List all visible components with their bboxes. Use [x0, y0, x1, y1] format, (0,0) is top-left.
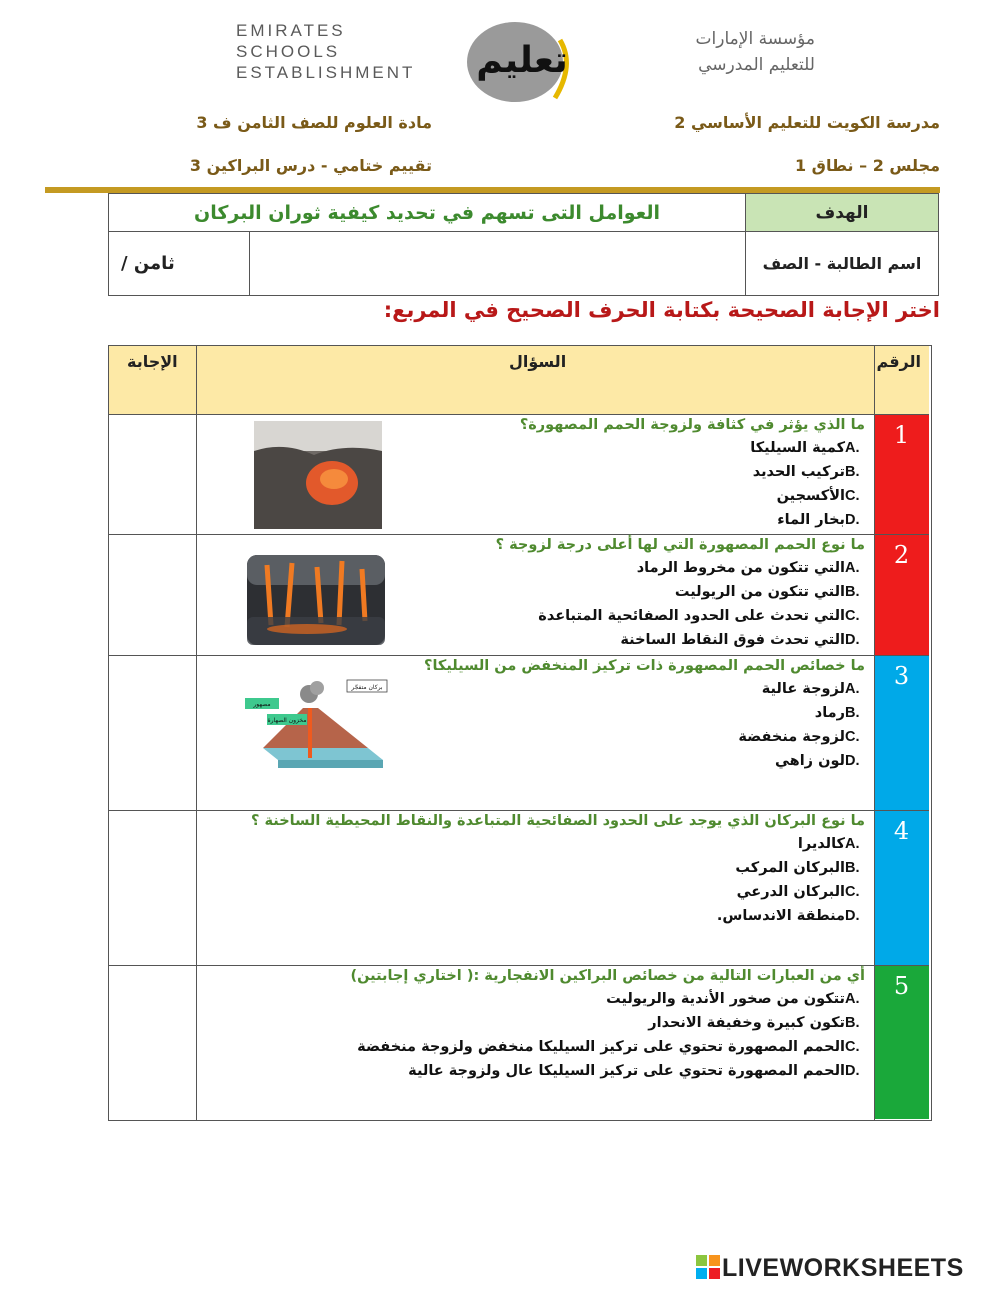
- question-row-3: [109, 656, 929, 811]
- question-number-1: 1: [874, 415, 929, 534]
- org-ar-line2: للتعليم المدرسي: [698, 55, 815, 75]
- student-name-label: اسم الطالبة - الصف: [746, 232, 939, 296]
- answer-column-divider: [196, 346, 197, 1120]
- emirates-schools-logo: [236, 20, 426, 83]
- footer-text: LIVEWORKSHEETS: [722, 1254, 964, 1282]
- volcano-diagram-image: [243, 678, 393, 770]
- diagram-label-left: مصهور: [253, 701, 271, 708]
- grade-label: ثامن /: [109, 232, 250, 296]
- option-5c: [357, 1039, 869, 1055]
- option-2c: [538, 608, 869, 624]
- option-3b: [815, 705, 869, 721]
- option-text: كالديرا: [797, 836, 845, 852]
- answer-box-5[interactable]: [109, 966, 196, 1119]
- question-number-2: 2: [874, 535, 929, 655]
- org-ar-logo: [615, 26, 815, 78]
- option-letter: C.: [845, 1039, 860, 1055]
- taleem-text: تعليم: [476, 40, 568, 81]
- option-1a: [750, 440, 869, 456]
- option-letter: D.: [845, 1063, 860, 1079]
- org-en-line2: ESTABLISHMENT: [236, 63, 416, 82]
- option-letter: B.: [845, 705, 860, 721]
- option-letter: A.: [845, 560, 860, 576]
- option-text: البركان المركب: [735, 860, 845, 876]
- answer-box-3[interactable]: [109, 656, 196, 810]
- school-name: مدرسة الكويت للتعليم الأساسي 2: [674, 113, 940, 132]
- option-letter: C.: [845, 729, 860, 745]
- answer-box-4[interactable]: [109, 811, 196, 965]
- option-letter: A.: [845, 681, 860, 697]
- option-2a: [637, 560, 869, 576]
- option-1c: [777, 488, 869, 504]
- question-text-5: أي من العبارات التالية من خصائص البراكين الانفجارية :( اختاري إجابتين): [350, 968, 865, 984]
- answer-box-1[interactable]: [109, 415, 196, 534]
- diagram-label-top: بركان متفجّر: [351, 684, 383, 691]
- liveworksheets-logo: [696, 1254, 964, 1283]
- answer-box-2[interactable]: [109, 535, 196, 655]
- option-4c: [737, 884, 869, 900]
- option-4b: [735, 860, 869, 876]
- option-text: رماد: [814, 705, 845, 721]
- option-text: الحمم المصهورة تحتوي على تركيز السيليكا منخفض ولزوجة منخفضة: [357, 1039, 845, 1055]
- option-text: لون زاهي: [774, 753, 845, 769]
- header-number: الرقم: [876, 352, 921, 371]
- goal-label: الهدف: [746, 194, 939, 232]
- option-letter: B.: [845, 1015, 860, 1031]
- table-header: [109, 346, 929, 415]
- option-3d: [775, 753, 869, 769]
- diagram-label-mid: مخزون الصهارة: [267, 717, 307, 724]
- option-2d: [620, 632, 869, 648]
- option-letter: B.: [845, 584, 860, 600]
- option-3a: [762, 681, 869, 697]
- question-text-3: ما خصائص الحمم المصهورة ذات تركيز المنخفض من السيليكا؟: [424, 658, 865, 674]
- question-row-5: [109, 966, 929, 1119]
- option-text: الحمم المصهورة تحتوي على تركيز السيليكا عال ولزوجة عالية: [408, 1063, 845, 1079]
- question-row-4: [109, 811, 929, 966]
- option-text: البركان الدرعي: [736, 884, 845, 900]
- option-text: التي تحدث فوق النقاط الساخنة: [620, 632, 845, 648]
- option-2b: [675, 584, 869, 600]
- student-name-input[interactable]: [250, 232, 746, 296]
- option-text: التي تتكون من الريوليت: [674, 584, 845, 600]
- header-answer: الإجابة: [127, 352, 178, 371]
- option-5d: [408, 1063, 869, 1079]
- question-number-5: 5: [874, 966, 929, 1119]
- assessment-title: تقييم ختامي - درس البراكين 3: [189, 156, 432, 175]
- option-text: الأكسجين: [776, 488, 845, 504]
- question-text-2: ما نوع الحمم المصهورة التي لها أعلى درجة لزوجة ؟: [495, 537, 865, 553]
- option-letter: B.: [845, 860, 860, 876]
- option-letter: C.: [845, 608, 860, 624]
- org-en-line1: EMIRATES SCHOOLS: [236, 21, 346, 61]
- question-table: [108, 345, 932, 1121]
- question-text-1: ما الذي يؤثر في كثافة ولزوجة الحمم المصهورة؟: [519, 417, 865, 433]
- lava-sea-image: [247, 555, 385, 645]
- option-letter: D.: [845, 908, 860, 924]
- option-letter: C.: [845, 884, 860, 900]
- option-text: بخار الماء: [777, 512, 845, 528]
- option-5b: [648, 1015, 869, 1031]
- option-letter: C.: [845, 488, 860, 504]
- question-number-4: 4: [874, 811, 929, 965]
- header-question: السؤال: [509, 352, 567, 371]
- option-letter: A.: [845, 991, 860, 1007]
- instruction-text: اختر الإجابة الصحيحة بكتابة الحرف الصحيح في المربع:: [383, 298, 940, 322]
- option-1d: [777, 512, 869, 528]
- council-label: مجلس 2 – نطاق 1: [794, 156, 940, 175]
- option-letter: D.: [845, 512, 860, 528]
- option-text: لزوجة منخفضة: [738, 729, 845, 745]
- goal-text: العوامل التى تسهم في تحديد كيفية ثوران البركان: [109, 194, 746, 232]
- option-4a: [798, 836, 869, 852]
- option-text: تتكون من صخور الأندية والريوليت: [606, 991, 845, 1007]
- question-text-4: ما نوع البركان الذي يوجد على الحدود الصفائحية المتباعدة والنقاط المحيطية الساخنة ؟: [251, 813, 865, 829]
- option-text: تكون كبيرة وخفيفة الانحدار: [648, 1015, 845, 1031]
- question-row-2: [109, 535, 929, 656]
- option-text: منطقة الاندساس.: [716, 908, 845, 924]
- subject-title: مادة العلوم للصف الثامن ف 3: [196, 113, 432, 132]
- option-letter: D.: [845, 632, 860, 648]
- number-column-divider: [874, 346, 875, 1120]
- option-text: كمية السيليكا: [750, 440, 845, 456]
- lava-flow-image: [254, 421, 382, 529]
- option-text: التي تحدث على الحدود الصفائحية المتباعدة: [538, 608, 845, 624]
- option-letter: A.: [845, 440, 860, 456]
- option-text: لزوجة عالية: [761, 681, 845, 697]
- option-5a: [606, 991, 869, 1007]
- org-ar-line1: مؤسسة الإمارات: [695, 29, 815, 49]
- option-1b: [753, 464, 869, 480]
- question-row-1: [109, 415, 929, 535]
- info-table: [108, 193, 939, 296]
- option-3c: [738, 729, 869, 745]
- option-4d: [717, 908, 869, 924]
- option-letter: D.: [845, 753, 860, 769]
- option-letter: A.: [845, 836, 860, 852]
- question-number-3: 3: [874, 656, 929, 810]
- liveworksheets-icon: [696, 1255, 720, 1279]
- option-text: تركيب الحديد: [752, 464, 845, 480]
- option-letter: B.: [845, 464, 860, 480]
- taleem-logo: [460, 10, 580, 110]
- option-text: التي تتكون من مخروط الرماد: [636, 560, 845, 576]
